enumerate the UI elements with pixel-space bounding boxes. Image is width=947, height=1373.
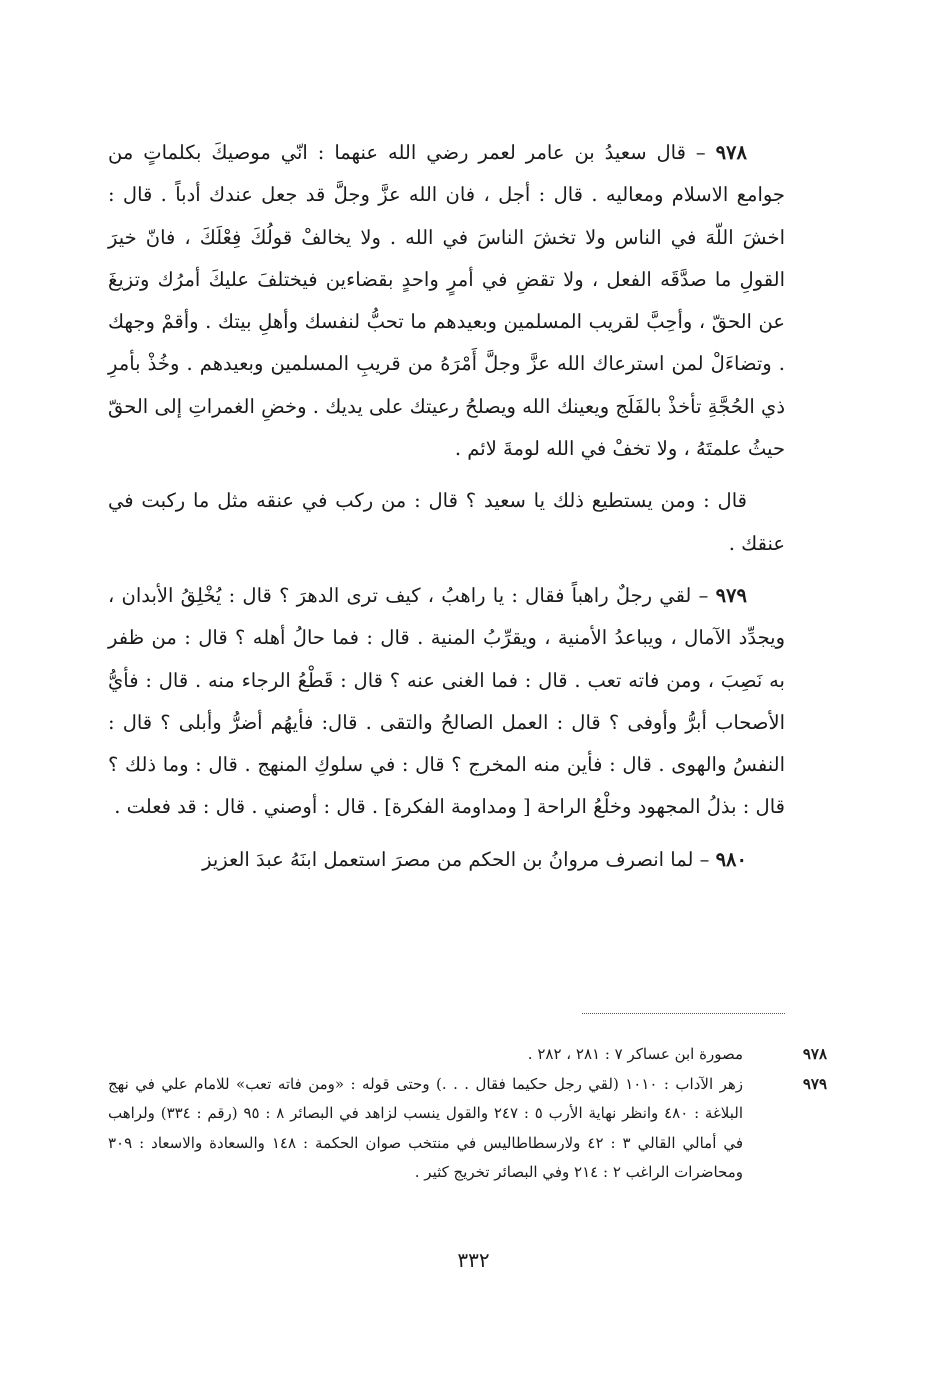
footnote-divider [582, 1013, 785, 1014]
entry-text: – قال سعيدُ بن عامر لعمر رضي الله عنهما : انّي موصيكَ بكلماتٍ من جوامع الاسلام ومعاليه . قال : أجل ، فان الله عزَّ وجلَّ قد جعل عندك أدباً . قال : اخشَ اللّهَ في الناس ولا تخشَ الناسَ في الله . ولا يخالفْ قولُكَ فِعْلَكَ ، فانّ خيرَ القولِ ما صدَّقَه الفعل ، ولا تقضِ في أمرٍ واحدٍ بقضاءين فيختلفَ عليكَ أمرُك وتزيغَ عن الحقّ ، وأحِبَّ لقريب المسلمين وبعيدهم ما تحبُّ لنفسك وأهلِ بيتك . وأقمْ وجهك . وتضاءَلْ لمن استرعاك الله عزَّ وجلَّ أَمْرَهُ من قريبِ المسلمين وبعيدهم . وخُذْ بأمرِ ذي الحُجَّةِ تأخذْ بالفَلَج ويعينك الله ويصلحُ رعيتك على يديك . وخضِ الغمراتِ إلى الحقّ حيثُ علمتَهُ ، ولا تخفْ في الله لومةَ لائم . [108, 141, 785, 461]
footnote-text: مصورة ابن عساكر ٧ : ٢٨١ ، ٢٨٢ . [527, 1045, 743, 1063]
entry-text: – لما انصرف مروانُ بن الحكم من مصرَ استعمل ابنَهُ عبدَ العزيز [202, 847, 716, 871]
footnote-number: ٩٧٩ [802, 1074, 827, 1093]
page-number: ٣٣٢ [457, 1248, 490, 1272]
paragraph-979 [108, 575, 785, 829]
footnote-978 [108, 1040, 827, 1070]
entry-text: – لقي رجلٌ راهباً فقال : يا راهبُ ، كيف ترى الدهرَ ؟ قال : يُخْلِقُ الأبدان ، ويجدِّد الآمال ، ويباعدُ الأمنية ، ويقرِّبُ المنية . قال : فما حالُ أهله ؟ قال : من ظفر به نَصِبَ ، ومن فاته تعب . قال : فما الغنى عنه ؟ قال : قَطْعُ الرجاء منه . قال : فأيُّ الأصحاب أبرُّ وأوفى ؟ قال : العمل الصالحُ والتقى . قال: فأيهُم أضرُّ وأبلى ؟ قال : النفسُ والهوى . قال : فأين منه المخرج ؟ قال : في سلوكِ المنهج . قال : وما ذلك ؟ قال : بذلُ المجهود وخلْعُ الراحة [ ومداومة الفكرة] . قال : أوصني . قال : قد فعلت . [108, 583, 785, 819]
main-text [108, 132, 785, 881]
footnote-text: زهر الآداب : ١٠١٠ (لقي رجل حكيما فقال . . .) وحتى قوله : «ومن فاته تعب» للامام علي في نهج البلاغة : ٤٨٠ وانظر نهاية الأرب ٥ : ٢٤٧ والقول ينسب لزاهد في البصائر ٨ : ٩٥ (رقم : ٣٣٤) ولراهب في أمالي القالي ٣ : ٤٢ ولارسطاطاليس في منتخب صوان الحكمة : ١٤٨ والسعادة والاسعاد : ٣٠٩ ومحاضرات الراغب ٢ : ٢١٤ وفي البصائر تخريج كثير . [108, 1074, 744, 1181]
paragraph-980 [108, 839, 785, 881]
entry-number: ٩٨٠ [715, 847, 747, 871]
entry-text: قال : ومن يستطيع ذلك يا سعيد ؟ قال : من ركب في عنقه مثل ما ركبت في عنقك . [108, 489, 785, 555]
footnotes [108, 1040, 827, 1188]
footnote-number: ٩٧٨ [802, 1045, 827, 1063]
entry-number: ٩٧٨ [715, 141, 747, 164]
paragraph-978 [108, 132, 785, 470]
paragraph-978-continued [108, 480, 785, 565]
entry-number: ٩٧٩ [715, 583, 747, 607]
footnote-979 [108, 1070, 827, 1188]
